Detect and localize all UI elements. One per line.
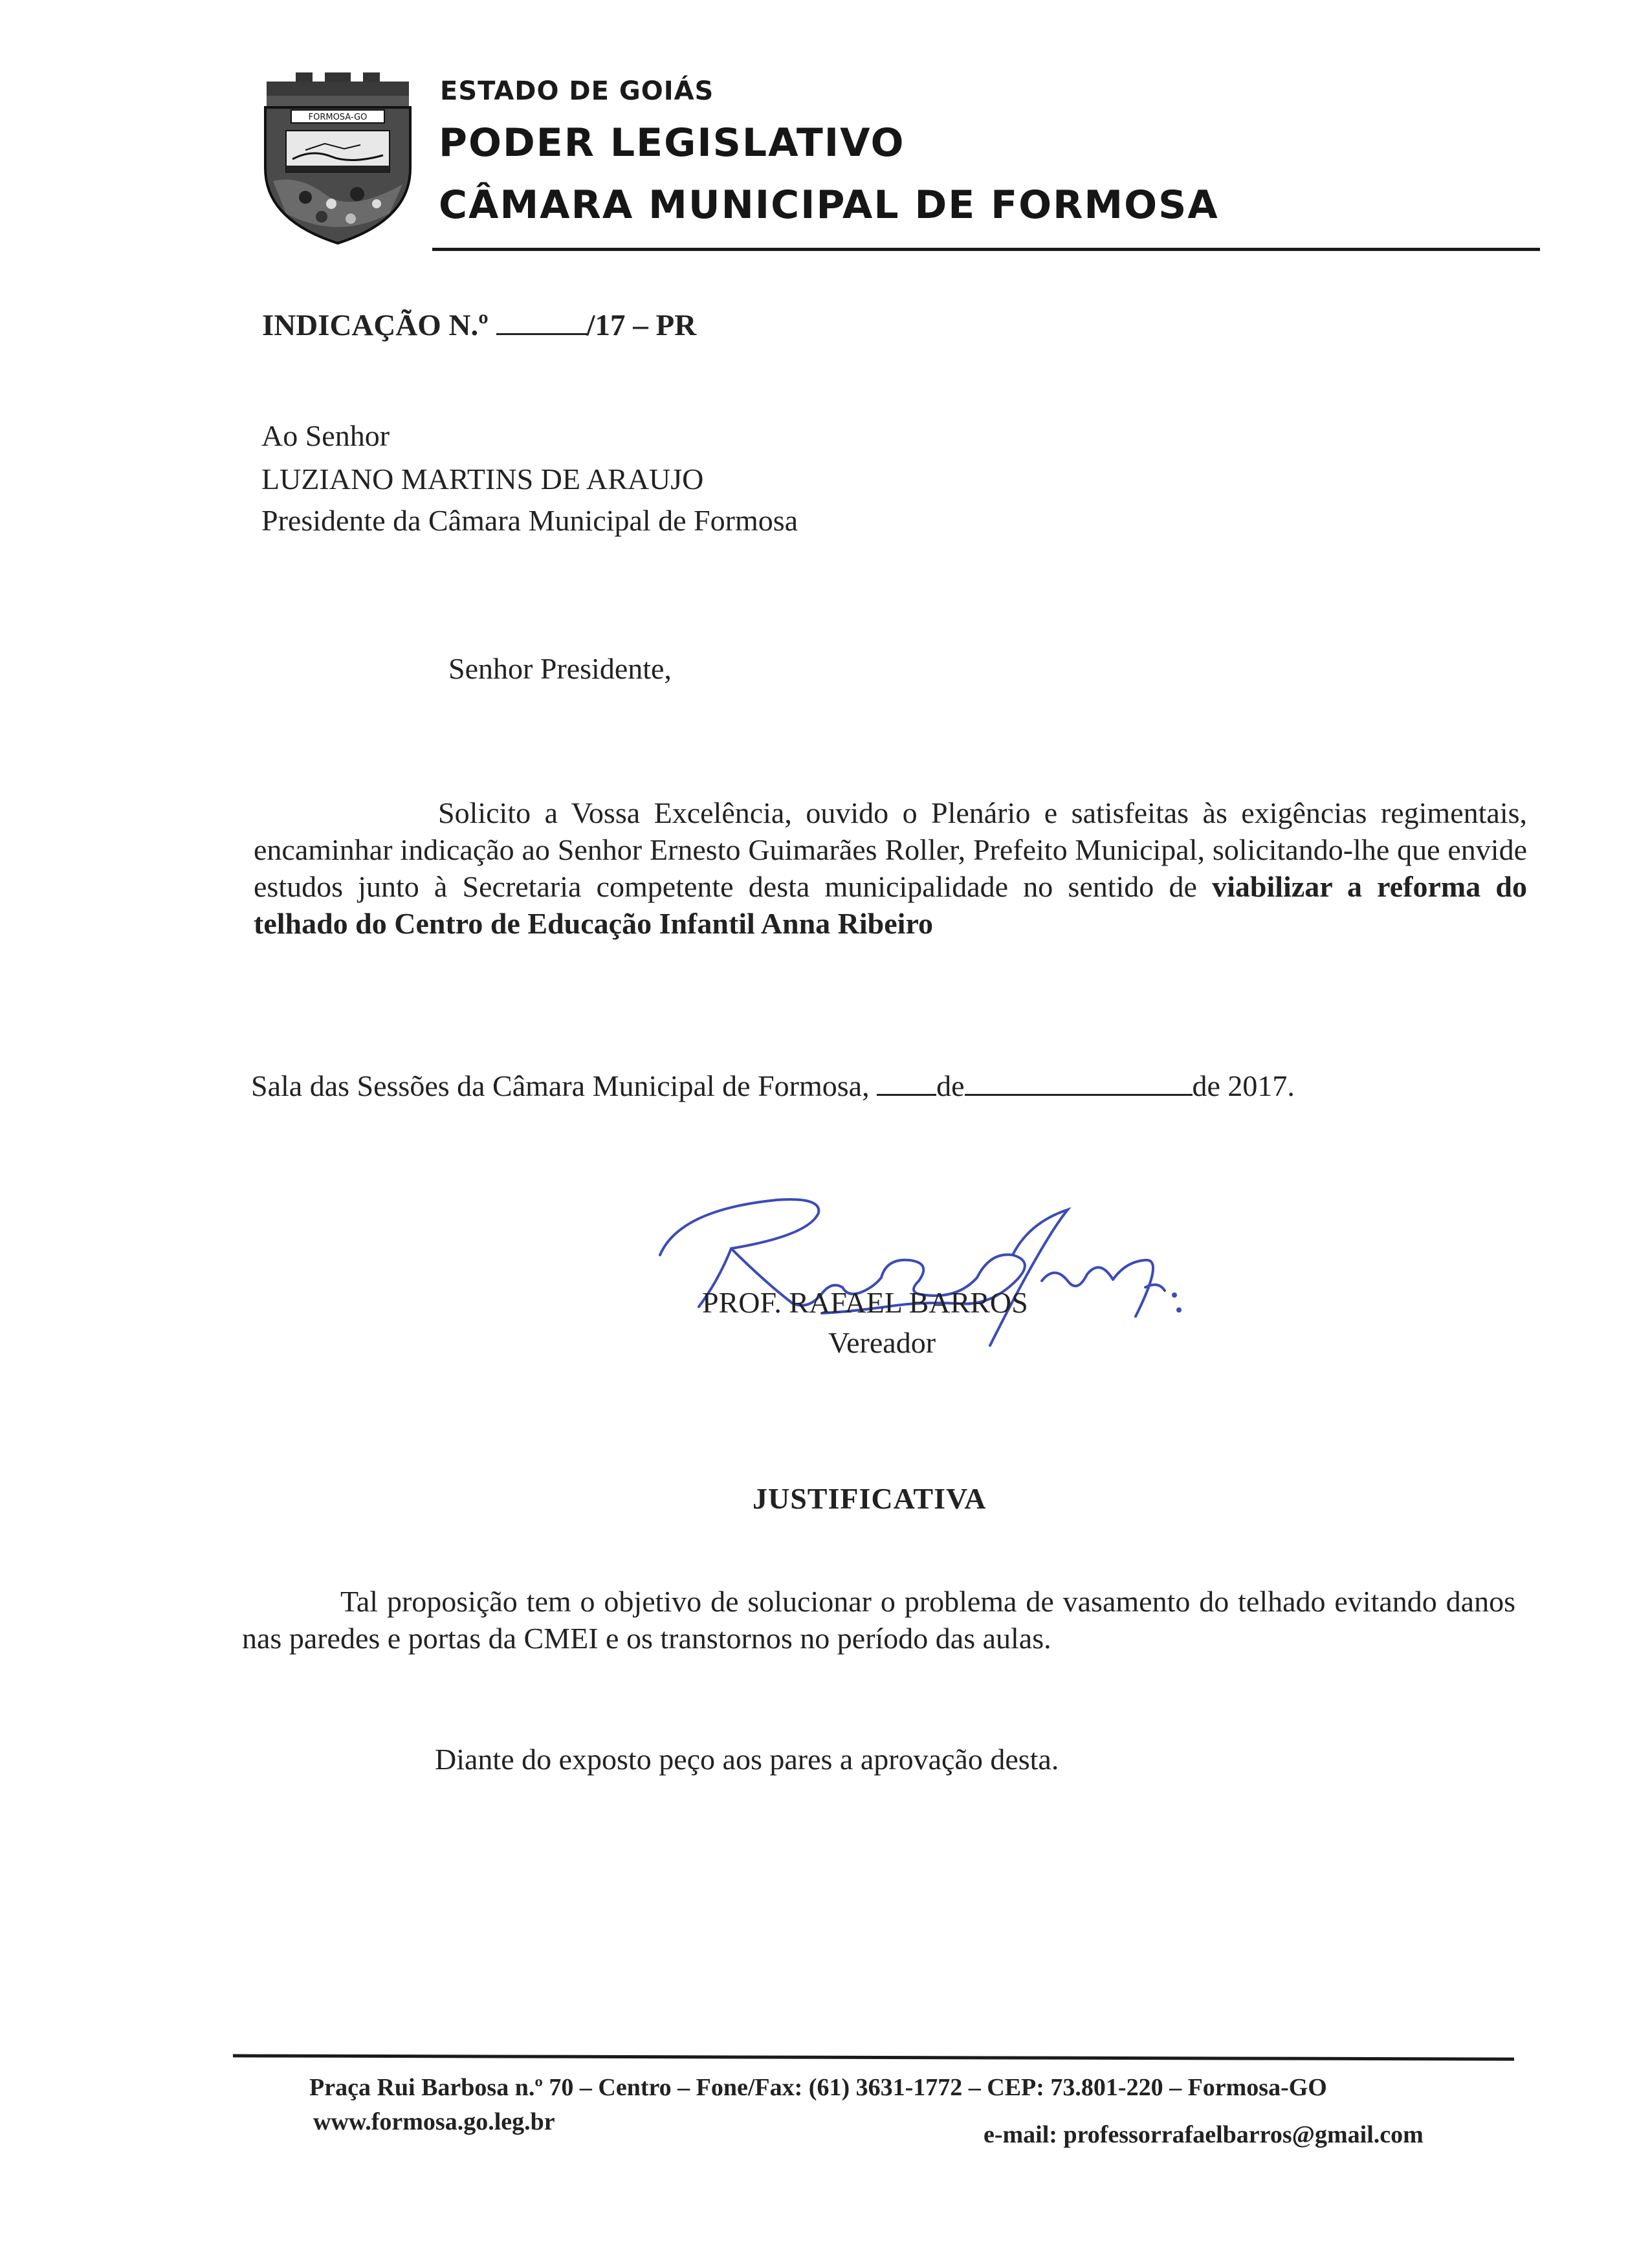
- letterhead-power: PODER LEGISLATIVO: [439, 120, 905, 166]
- place-date-de: de: [936, 1069, 965, 1102]
- justification-paragraph-2: Diante do exposto peço aos pares a aprovação desta.: [435, 1743, 1059, 1776]
- letterhead-divider: [432, 248, 1540, 251]
- footer-email: e-mail: professorrafaelbarros@gmail.com: [984, 2121, 1424, 2148]
- municipal-crest-icon: [260, 71, 415, 246]
- justification-paragraph-1: [242, 1583, 1515, 1657]
- addressee-name: LUZIANO MARTINS DE ARAUJO: [261, 463, 704, 496]
- indication-number-blank: [496, 311, 587, 335]
- request-text: Solicito a Vossa Excelência, ouvido o Plenário e satisfeitas às exigências regimentais, encaminhar indicação ao Senhor Ernesto Guimarães Roller, Prefeito Municipal, solicitando-lhe que envide estudos junto à Secretaria competente desta municipalidade no sentido de: [254, 796, 1527, 903]
- letterhead-state: ESTADO DE GOIÁS: [440, 76, 714, 106]
- month-blank: [965, 1072, 1193, 1096]
- signatory-title: Vereador: [828, 1326, 936, 1359]
- greeting: Senhor Presidente,: [448, 652, 672, 685]
- request-paragraph: [254, 794, 1527, 942]
- footer-divider: [233, 2054, 1514, 2060]
- crest-banner-text: FORMOSA-GO: [308, 113, 368, 122]
- letterhead-chamber: CÂMARA MUNICIPAL DE FORMOSA: [439, 182, 1219, 228]
- footer-website: www.formosa.go.leg.br: [313, 2108, 555, 2135]
- indication-label: INDICAÇÃO N.º: [262, 309, 489, 342]
- footer-address: Praça Rui Barbosa n.º 70 – Centro – Fone/Fax: (61) 3631-1772 – CEP: 73.801-220 – Formosa-GO: [309, 2074, 1327, 2101]
- day-blank: [877, 1072, 936, 1096]
- place-date-prefix: Sala das Sessões da Câmara Municipal de Formosa,: [251, 1069, 870, 1102]
- indication-number: [262, 307, 696, 344]
- justification-text-1: Tal proposição tem o objetivo de solucionar o problema de vasamento do telhado evitando danos nas paredes e portas da CMEI e os transtornos no período das aulas.: [242, 1585, 1515, 1655]
- request-highlight: viabilizar a reforma do telhado do Centro de Educação Infantil Anna Ribeiro: [254, 870, 1527, 940]
- signatory-name: PROF. RAFAEL BARROS: [702, 1286, 1028, 1319]
- place-date-suffix: de 2017.: [1192, 1069, 1295, 1102]
- addressee-salutation: Ao Senhor: [261, 419, 390, 452]
- justification-heading: JUSTIFICATIVA: [753, 1482, 987, 1515]
- indication-suffix: /17 – PR: [586, 309, 697, 342]
- place-date: [251, 1067, 1295, 1105]
- addressee-role: Presidente da Câmara Municipal de Formosa: [261, 504, 798, 537]
